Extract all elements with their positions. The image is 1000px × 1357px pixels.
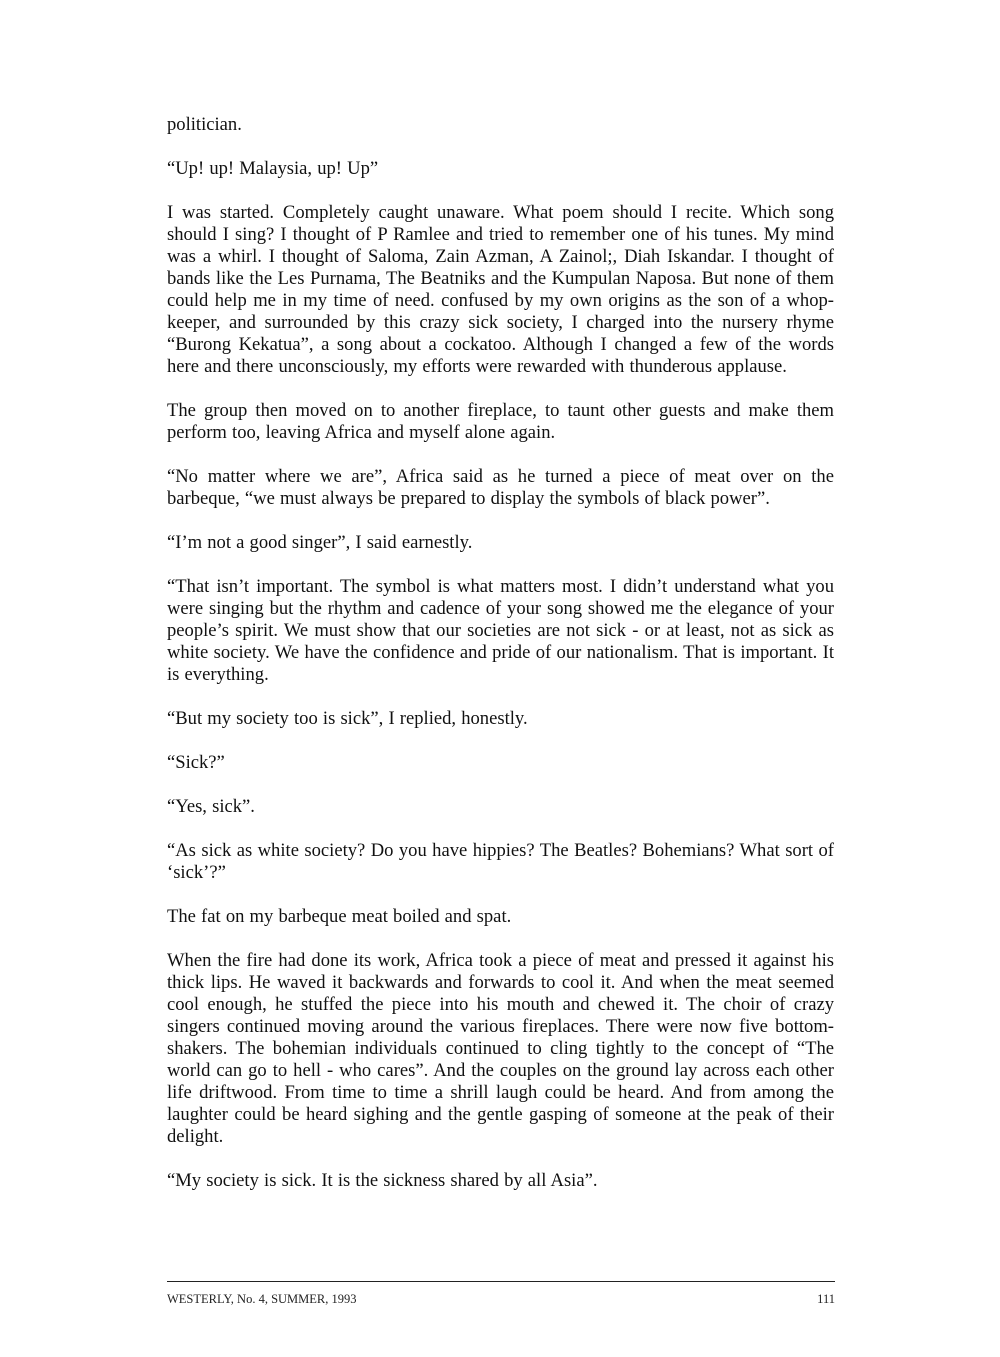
footer-publication: WESTERLY, No. 4, SUMMER, 1993 (167, 1292, 357, 1306)
paragraph-group-moved: The group then moved on to another fireplace, to taunt other guests and make them perform too, leaving Africa and myself alone again. (167, 400, 834, 443)
document-body (167, 114, 834, 1192)
paragraph-that-isnt-important: “That isn’t important. The symbol is what matters most. I didn’t understand what you were singing but the rhythm and cadence of your song showed me the elegance of your people’s spirit. We must show that our societies are not sick - or at least, not as sick as white society. We have the confidence and pride of our nationalism. That is important. It is everything. (167, 576, 834, 685)
paragraph-politician: politician. (167, 114, 242, 135)
paragraph-sick-question: “Sick?” (167, 752, 225, 773)
paragraph-as-sick-as: “As sick as white society? Do you have hippies? The Beatles? Bohemians? What sort of ‘sick’?” (167, 840, 834, 883)
paragraph-sickness-asia: “My society is sick. It is the sickness shared by all Asia”. (167, 1170, 598, 1191)
paragraph-yes-sick: “Yes, sick”. (167, 796, 255, 817)
paragraph-not-good-singer: “I’m not a good singer”, I said earnestly. (167, 532, 473, 553)
page-footer (167, 1292, 835, 1307)
paragraph-fire-work: When the fire had done its work, Africa took a piece of meat and pressed it against his thick lips. He waved it backwards and forwards to cool it. And when the meat seemed cool enough, he stuffed the piece into his mouth and chewed it. The choir of crazy singers continued moving around the various fireplaces. There were now five bottom-shakers. The bohemian individuals continued to cling tightly to the concept of “The world can go to hell - who cares”. And the couples on the ground lay across each other life driftwood. From time to time a shrill laugh could be heard. And from among the laughter could be heard sighing and the gentle gasping of someone at the peak of their delight. (167, 950, 834, 1147)
paragraph-no-matter: “No matter where we are”, Africa said as he turned a piece of meat over on the barbeque, “we must always be prepared to display the symbols of black power”. (167, 466, 834, 509)
footer-page-number: 111 (817, 1292, 835, 1306)
paragraph-chant: “Up! up! Malaysia, up! Up” (167, 158, 379, 179)
paragraph-society-too-sick: “But my society too is sick”, I replied, honestly. (167, 708, 528, 729)
footer-divider (167, 1281, 835, 1282)
paragraph-fat-boiled: The fat on my barbeque meat boiled and spat. (167, 906, 512, 927)
paragraph-started: I was started. Completely caught unaware. What poem should I recite. Which song should I sing? I thought of P Ramlee and tried to remember one of his tunes. My mind was a whirl. I thought of Saloma, Zain Azman, A Zainol;, Diah Iskandar. I thought of bands like the Les Purnama, The Beatniks and the Kumpulan Naposa. But none of them could help me in my time of need. confused by my own origins as the son of a whop-keeper, and surrounded by this crazy sick society, I charged into the nursery rhyme “Burong Kekatua”, a song about a cockatoo. Although I changed a few of the words here and there unconsciously, my efforts were rewarded with thunderous applause. (167, 202, 834, 377)
